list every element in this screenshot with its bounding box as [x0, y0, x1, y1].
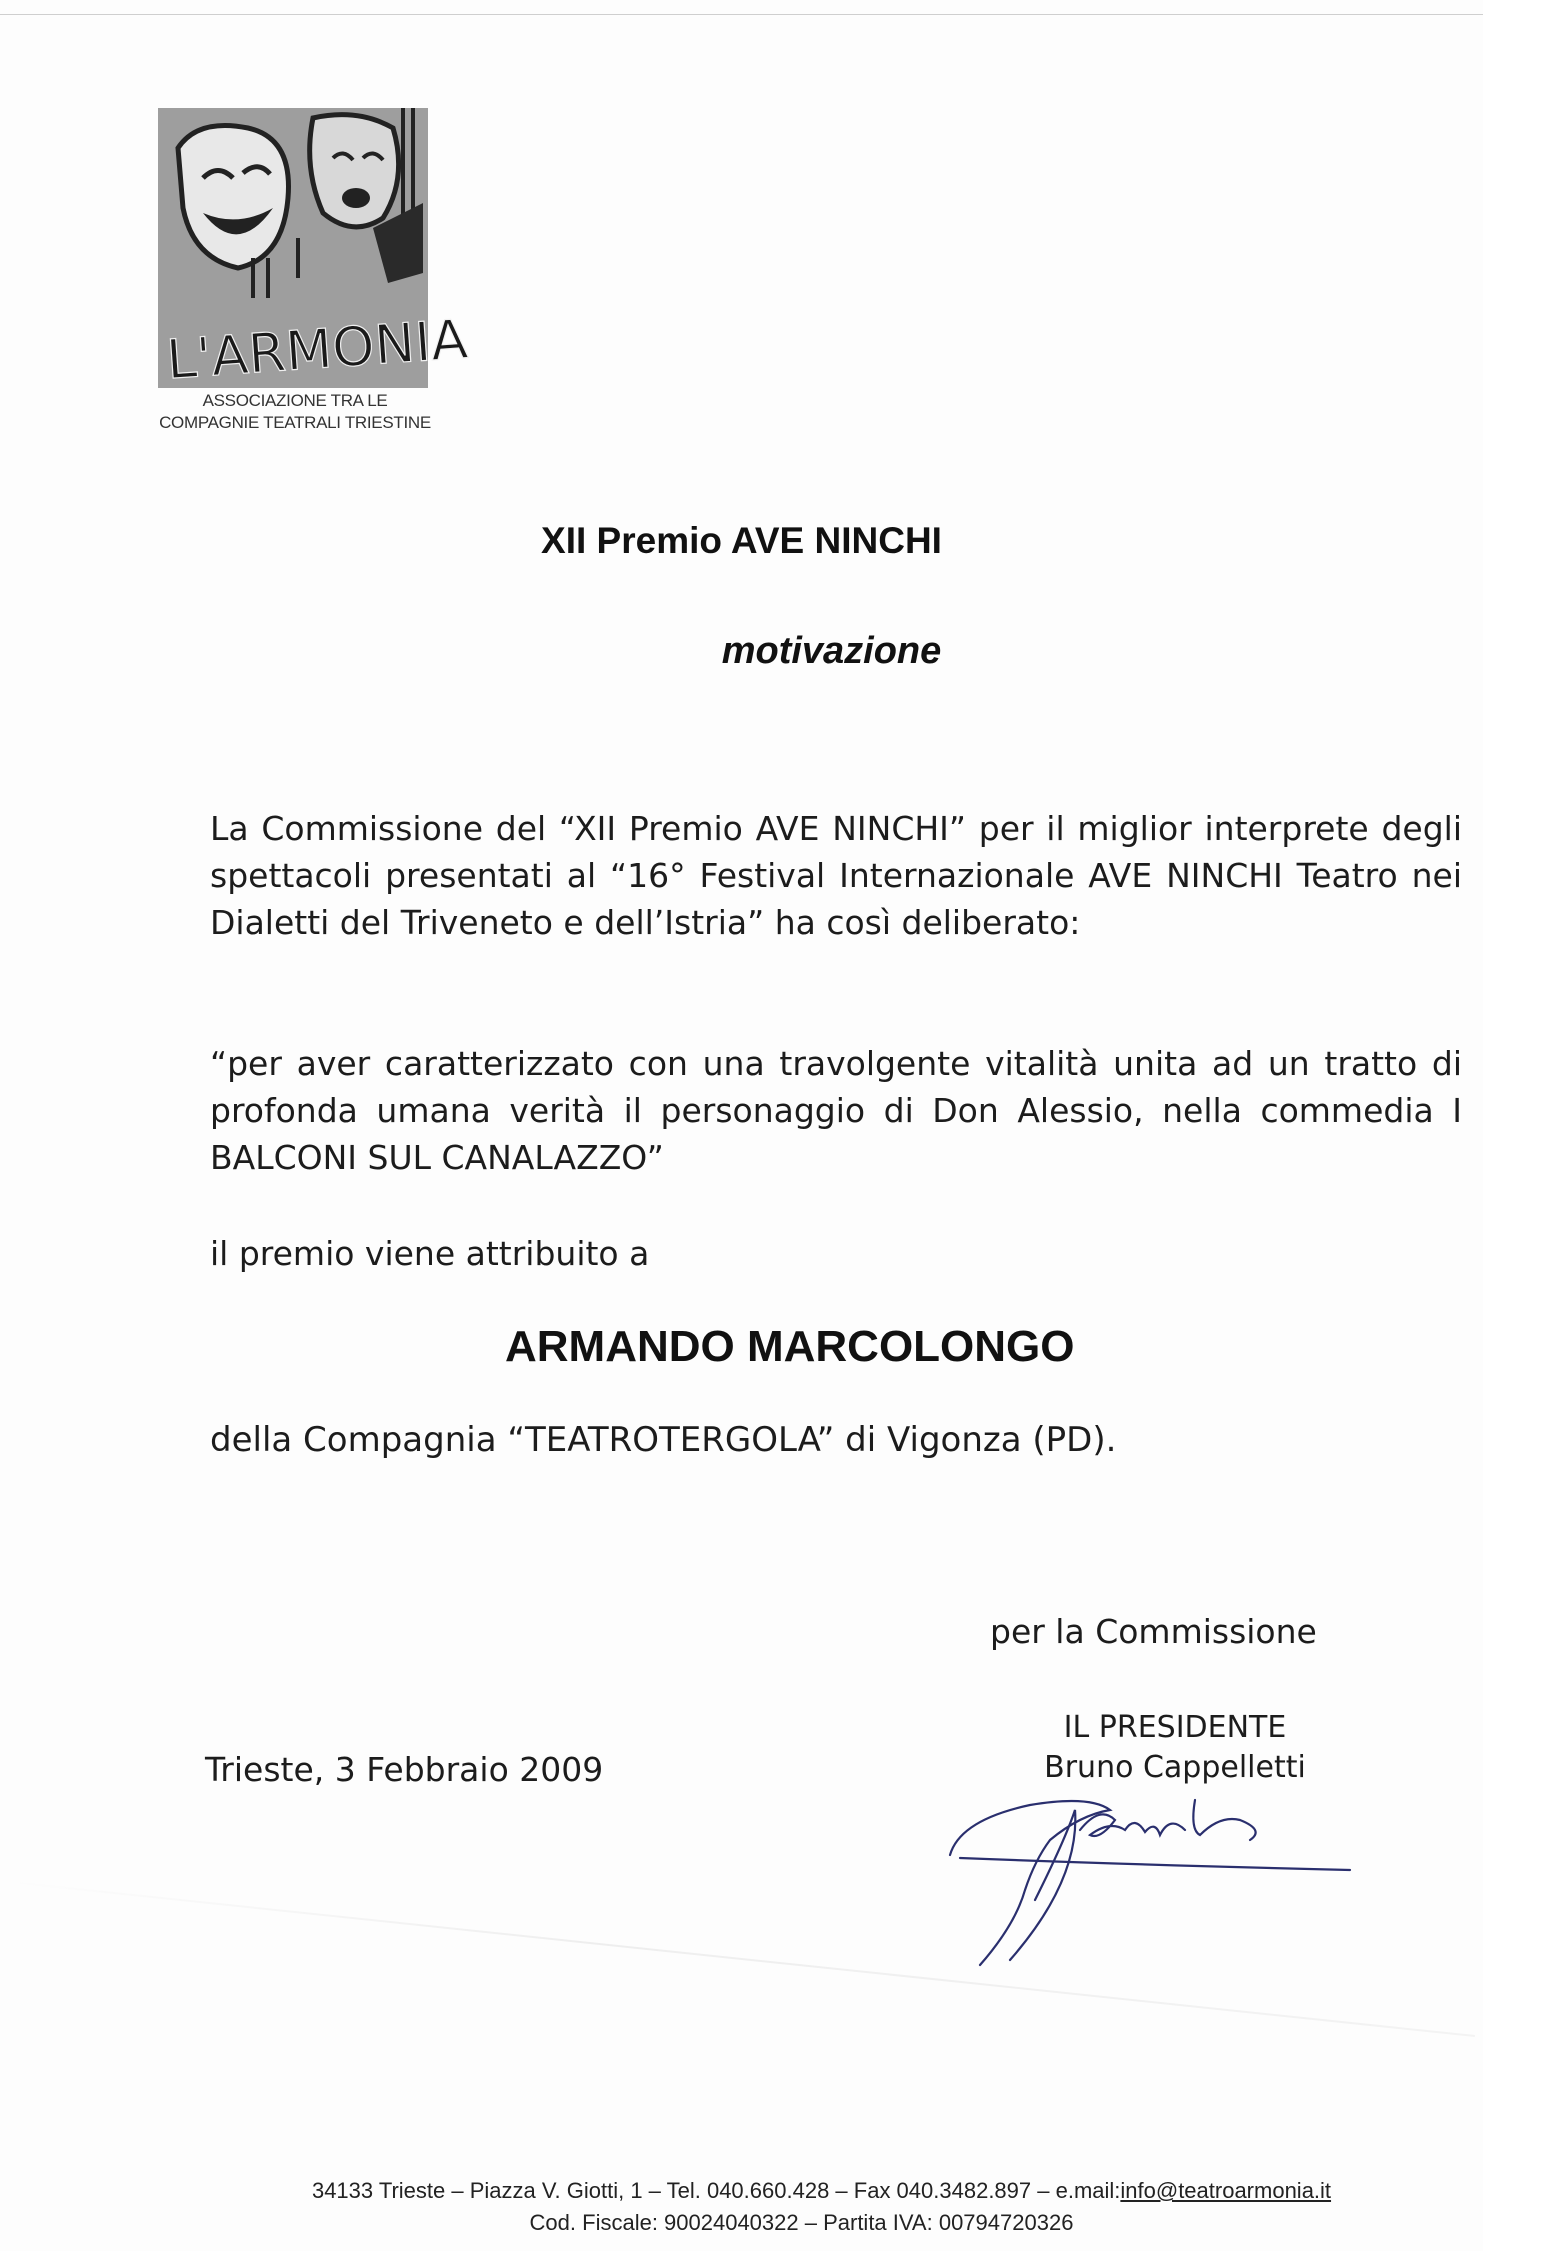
awardee-company: della Compagnia “TEATROTERGOLA” di Vigonza (PD). [210, 1420, 1117, 1460]
logo-caption [140, 390, 450, 434]
president-role: IL PRESIDENTE [1063, 1710, 1287, 1745]
armonia-logo [158, 108, 470, 392]
subtitle-text: motivazione [721, 630, 942, 672]
paragraph-attribution: il premio viene attribuito a [210, 1234, 650, 1273]
logo-caption-line1: ASSOCIAZIONE TRA LE [202, 391, 388, 410]
paragraph-motivation: “per aver caratterizzato con una travolgente vitalità unita ad un tratto di profonda umana verità il personaggio di Don Alessio, nella commedia I BALCONI SUL CANALAZZO” [210, 1044, 1462, 1177]
paragraph-commission: La Commissione del “XII Premio AVE NINCHI” per il miglior interprete degli spettacoli presentati al “16° Festival Internazionale AVE NINCHI Teatro nei Dialetti del Triveneto e dell’Istria” ha così deliberato: [210, 809, 1462, 942]
footer-fiscal: Cod. Fiscale: 90024040322 – Partita IVA: 00794720326 [529, 2210, 1074, 2235]
footer-email-link[interactable]: info@teatroarmonia.it [1120, 2178, 1332, 2203]
awardee-name: ARMANDO MARCOLONGO [505, 1322, 1075, 1371]
president-name: Bruno Cappelletti [1044, 1750, 1306, 1785]
per-commissione: per la Commissione [990, 1612, 1317, 1651]
logo-caption-line2: COMPAGNIE TEATRALI TRIESTINE [159, 413, 431, 432]
handwritten-signature [940, 1760, 1360, 1970]
footer-address [80, 2178, 1563, 2204]
document-title: XII Premio AVE NINCHI [541, 520, 942, 561]
document-subtitle [0, 630, 1483, 673]
paper-edge [0, 14, 1483, 15]
place-date: Trieste, 3 Febbraio 2009 [205, 1750, 604, 1789]
footer-address-text: 34133 Trieste – Piazza V. Giotti, 1 – Tel. 040.660.428 – Fax 040.3482.897 – e.mail: [311, 2178, 1121, 2203]
logo-wordmark: L'ARMONIA [164, 307, 470, 392]
